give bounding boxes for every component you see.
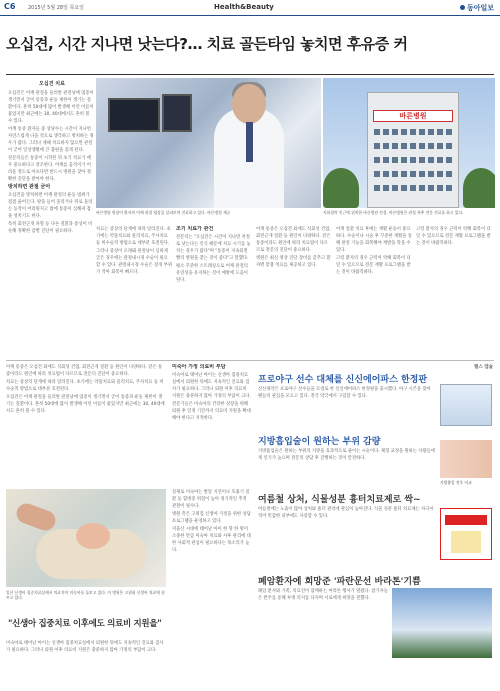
main-story-column-3: 조기 치료가 관건 전문의는 "오십견은 시간이 지나면 저절로 낫는다는 인식 때문에 치료 시기를 놓치는 경우가 많다"며 "통증이 지속되면 빨리 병원을 찾는 것이 좋다"고 말했다. 평소 꾸준한 스트레칭으로 어깨 관절의 유연성을 유지하는 것이 예방에 도움이 된다. [176,226,251,283]
story-headline: 여름철 상처, 식물성분 흉터치료제로 싹~ [258,495,421,505]
section-tag: 헬스 캡슐 [474,365,493,370]
baby-story-column-2: 실제로 미숙아는 발달 지연이나 호흡기 질환 등 합병증 위험이 높아 정기적인 추적 관찰이 필수다. 병원 측은 고위험 신생아 가정을 위한 상담 프로그램을 운영하고 있다. 저출산 시대에 태어난 아이 한 명 한 명이 소중한 만큼 미숙아 치료와 사후 관리에 대한 사회적 관심이 필요하다는 목소리가 높다. [172,490,251,553]
issue-date: 2015년 5월 28일 목요일 [28,5,85,11]
monitor-image [108,98,160,132]
page-header [0,0,500,16]
photo-caption: 바른병원 원장이 환자의 어깨 관절 영상을 살펴보며 진료하고 있다. 바른병원 제공 [96,210,231,215]
logo-mark-icon [460,5,465,10]
image-caption: 지방흡입 전후 비교 [440,480,472,485]
hospital-building-photo [323,78,495,208]
main-story-column-4: 어깨 통증은 오십견 외에도 석회성 건염, 회전근개 질환 등 원인이 다양하다. 같은 통증이라도 원인에 따라 치료법이 다르므로 전문의 진단이 중요하다. 병원은 최신 영상 진단 장비를 갖추고 환자별 맞춤 치료를 제공하고 있다. [256,227,331,268]
story-body: 지방흡입술은 원하는 부위의 지방을 효과적으로 줄이는 시술이다. 체형 교정을 원하는 사람들에게 인기가 높으며 전문의 상담 후 진행하는 것이 안전하다. [258,449,435,461]
story-body: 폐암 환자와 가족, 의료진이 함께하는 마라톤 행사가 열렸다. 참가자들은 완주를 통해 투병 의지를 다지며 서로에게 희망을 전했다. [258,589,388,601]
paragraph: 어깨 통증 환자들 중 상당수는 시간이 지나면 자연스럽게 나을 것으로 생각하고 방치하는 경우가 많다. 그러나 제때 치료하지 않으면 관절이 굳어 일상생활에 큰 불편을 겪게 된다. [8,127,94,153]
product-image [440,384,492,426]
story-byline: 오십견 치료 [39,81,65,87]
story-body: 여름철에는 노출이 많아 상처와 흉터 관리에 관심이 높아진다. 식물 성분 흉터 치료제는 자극이 적어 민감한 피부에도 사용할 수 있다. [258,507,434,519]
newborn-photo [6,489,166,587]
main-story-column-5: 어깨 질환 치료 후에는 재활 운동이 중요하다. 수술이나 시술 후 꾸준한 재활을 통해 관절 기능을 회복해야 재발을 막을 수 있다. 고령 환자의 경우 근력이 약해 회복이 더딜 수 있으므로 전문 재활 프로그램을 받는 것이 바람직하다. [336,227,412,275]
newspaper-logo: 동아일보 [460,3,494,13]
main-story-continued: 어깨 통증은 오십견 외에도 석회성 건염, 회전근개 질환 등 원인이 다양하다. 같은 통증이라도 원인에 따라 치료법이 다르므로 전문의 진단이 중요하다. 치료는 증상의 단계에 따라 달라진다. 초기에는 약물치료와 물리치료, 주사치료 등 비수술적 방법으로 대부분 호전된다. 오십견은 어깨 관절을 둘러싼 관절낭에 염증이 생기면서 굳어 통증과 운동 제한이 생기는 질환이다. 흔히 50대에 많이 발생해 이런 이름이 붙었지만 최근에는 30, 40대에서도 흔히 볼 수 있다. [6,365,165,414]
paragraph: 전문의들은 통증이 시작된 뒤 초기 치료가 매우 중요하다고 강조한다. 어깨를 움직이기 어려울 정도로 아프다면 반드시 병원을 찾아 정확한 진단을 받아야 한다. [8,156,91,182]
monitor-image [162,94,192,132]
photo-caption: 일산 신생아 집중치료실에서 의료진이 미숙아를 돌보고 있다. 이 병원은 고위험 신생아 치료에 힘쓰고 있다. [6,590,165,601]
paragraph: 특히 회전근개 파열 등 다른 질환과 증상이 비슷해 정확한 감별 진단이 필요하다. [8,222,93,234]
hospital-sign: 바른병원 [373,110,453,122]
main-headline: 오십견, 시간 지나면 낫는다?… 치료 골든타임 놓치면 후유증 커 [6,35,408,53]
paragraph: 오십견을 방치하면 어깨 관절의 운동 범위가 점점 줄어든다. 팔을 들어 올리거나 뒤로 돌리는 동작이 어려워지고 밤에 통증이 심해져 잠을 설치기도 한다. [8,193,93,219]
newborn-figure [76,523,110,549]
main-story-column-6: 고령 환자의 경우 근력이 약해 회복이 더딜 수 있으므로 전문 재활 프로그램을 받는 것이 바람직하다. [416,227,491,246]
subheading: 미숙아 가정 의료비 부담 [172,364,226,370]
story-headline: 폐암환자에 희망준 '파란문선 바라톤'기쁨 [258,577,421,587]
page-number: C6 [4,2,16,11]
photo-caption: 지하철역 인근에 위치한 바른병원 전경. 바른병원은 관절 척추 전문 진료를 하고 있다. [323,210,464,215]
subheading: 조기 치료가 관건 [176,226,214,232]
baby-story-column-1: 미숙아 가정 의료비 부담 미숙아로 태어난 아이는 신생아 집중치료실에서 퇴원한 뒤에도 지속적인 진료와 검사가 필요하다. 그러나 퇴원 이후 의료비 지원은 충분하지 않아 가정의 부담이 크다. 전문가들은 미숙아의 건강한 성장을 위해 퇴원 후 일정 기간까지 의료비 지원을 확대해야 한다고 지적한다. [172,364,251,421]
story-headline: 프로야구 선수 대체를 신신에어파스 한정판 [258,375,428,385]
main-story-column-2: 치료는 증상의 단계에 따라 달라진다. 초기에는 약물치료와 물리치료, 주사치료 등 비수술적 방법으로 대부분 호전된다. 그러나 증상이 오래돼 관절낭이 심하게 굳은 경우에는 관절내시경 수술이 필요할 수 있다. 관절내시경 수술은 절개 부위가 작아 회복이 빠르다. [96,227,172,275]
product-box-image [440,508,492,560]
section-divider [6,360,494,361]
subheading: 방치하면 관절 굳어 [8,184,51,190]
headline-divider [6,74,494,75]
doctor-photo [96,78,321,208]
section-title: Health&Beauty [214,3,274,11]
paragraph: 오십견은 어깨 관절을 둘러싼 관절낭에 염증이 생기면서 굳어 통증과 운동 제한이 생기는 질환이다. 흔히 50대에 많이 발생해 이런 이름이 붙었지만 최근에는 30, 40대에서도 흔히 볼 수 있다. [8,91,94,124]
story-body: 신신제약은 프로야구 선수들을 모델로 한 신신에어파스 한정판을 출시했다. 야구 시즌을 맞아 팬들의 관심을 모으고 있다. 전국 약국에서 구입할 수 있다. [258,387,431,399]
before-after-image [440,440,492,478]
baby-story-headline: "신생아 집중치료 이후에도 의료비 지원을" [8,619,162,629]
story-headline: 지방흡입술이 원하는 부위 감량 [258,437,381,447]
baby-story-column-3: 미숙아로 태어난 아이는 신생아 집중치료실에서 퇴원한 뒤에도 지속적인 진료와 검사가 필요하다. 그러나 퇴원 이후 의료비 지원은 충분하지 않아 가정의 부담이 크다. [6,641,164,653]
marathon-photo [392,588,492,658]
